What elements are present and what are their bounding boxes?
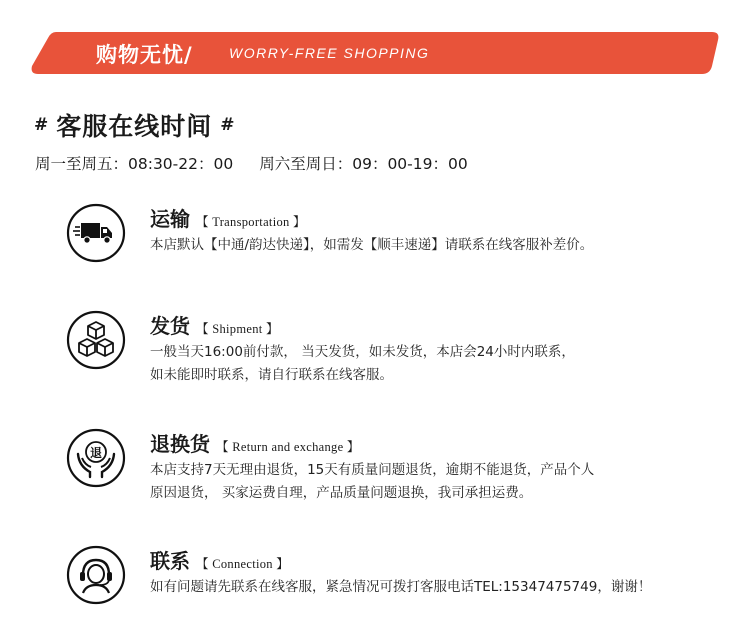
section-title: 客服在线时间 (56, 112, 213, 141)
service-hours (35, 152, 468, 174)
description-line: 本店默认【中通/韵达快递】，如需发【顺丰速递】请联系在线客服补差价。 (150, 237, 594, 253)
item-description (150, 576, 710, 599)
description-line: 原因退货， 买家运费自理，产品质量问题退换，我司承担运费。 (150, 485, 533, 501)
section-heading (34, 108, 235, 142)
item-title-row (150, 310, 279, 339)
description-line: 本店支持7天无理由退货，15天有质量问题退货，逾期不能退货，产品个人 (150, 462, 595, 478)
item-tag: 【 Return and exchange 】 (216, 440, 360, 454)
item-title: 退换货 (150, 432, 210, 456)
item-description (150, 459, 710, 505)
description-line: 一般当天16:00前付款， 当天发货，如未发货，本店会24小时内联系， (150, 344, 575, 360)
item-title-row (150, 203, 306, 232)
hash-mark-right: # (220, 115, 235, 135)
item-title: 发货 (150, 314, 190, 338)
customer-service-headset-icon (66, 545, 126, 605)
delivery-truck-icon (66, 203, 126, 263)
item-title-row (150, 545, 289, 574)
item-title: 联系 (150, 549, 190, 573)
hash-mark-left: # (34, 115, 49, 135)
item-tag: 【 Connection 】 (196, 557, 290, 571)
item-tag: 【 Transportation 】 (196, 215, 306, 229)
boxes-icon (66, 310, 126, 370)
item-tag: 【 Shipment 】 (196, 322, 279, 336)
weekday-hours: 周一至周五：08:30-22：00 (35, 155, 234, 173)
item-description (150, 234, 710, 257)
weekend-hours: 周六至周日：09：00-19：00 (259, 155, 468, 173)
item-description (150, 341, 710, 387)
description-line: 如有问题请先联系在线客服，紧急情况可拨打客服电话TEL:15347475749，谢谢！ (150, 579, 652, 595)
shopping-banner (30, 32, 720, 74)
item-title: 运输 (150, 207, 190, 231)
description-line: 如未能即时联系，请自行联系在线客服。 (150, 367, 393, 383)
banner-subtitle: WORRY-FREE SHOPPING (229, 45, 430, 61)
return-hands-icon (66, 428, 126, 488)
banner-title: 购物无忧/ (96, 43, 193, 67)
item-title-row (150, 428, 360, 457)
return-icon-text: 退 (89, 446, 103, 460)
